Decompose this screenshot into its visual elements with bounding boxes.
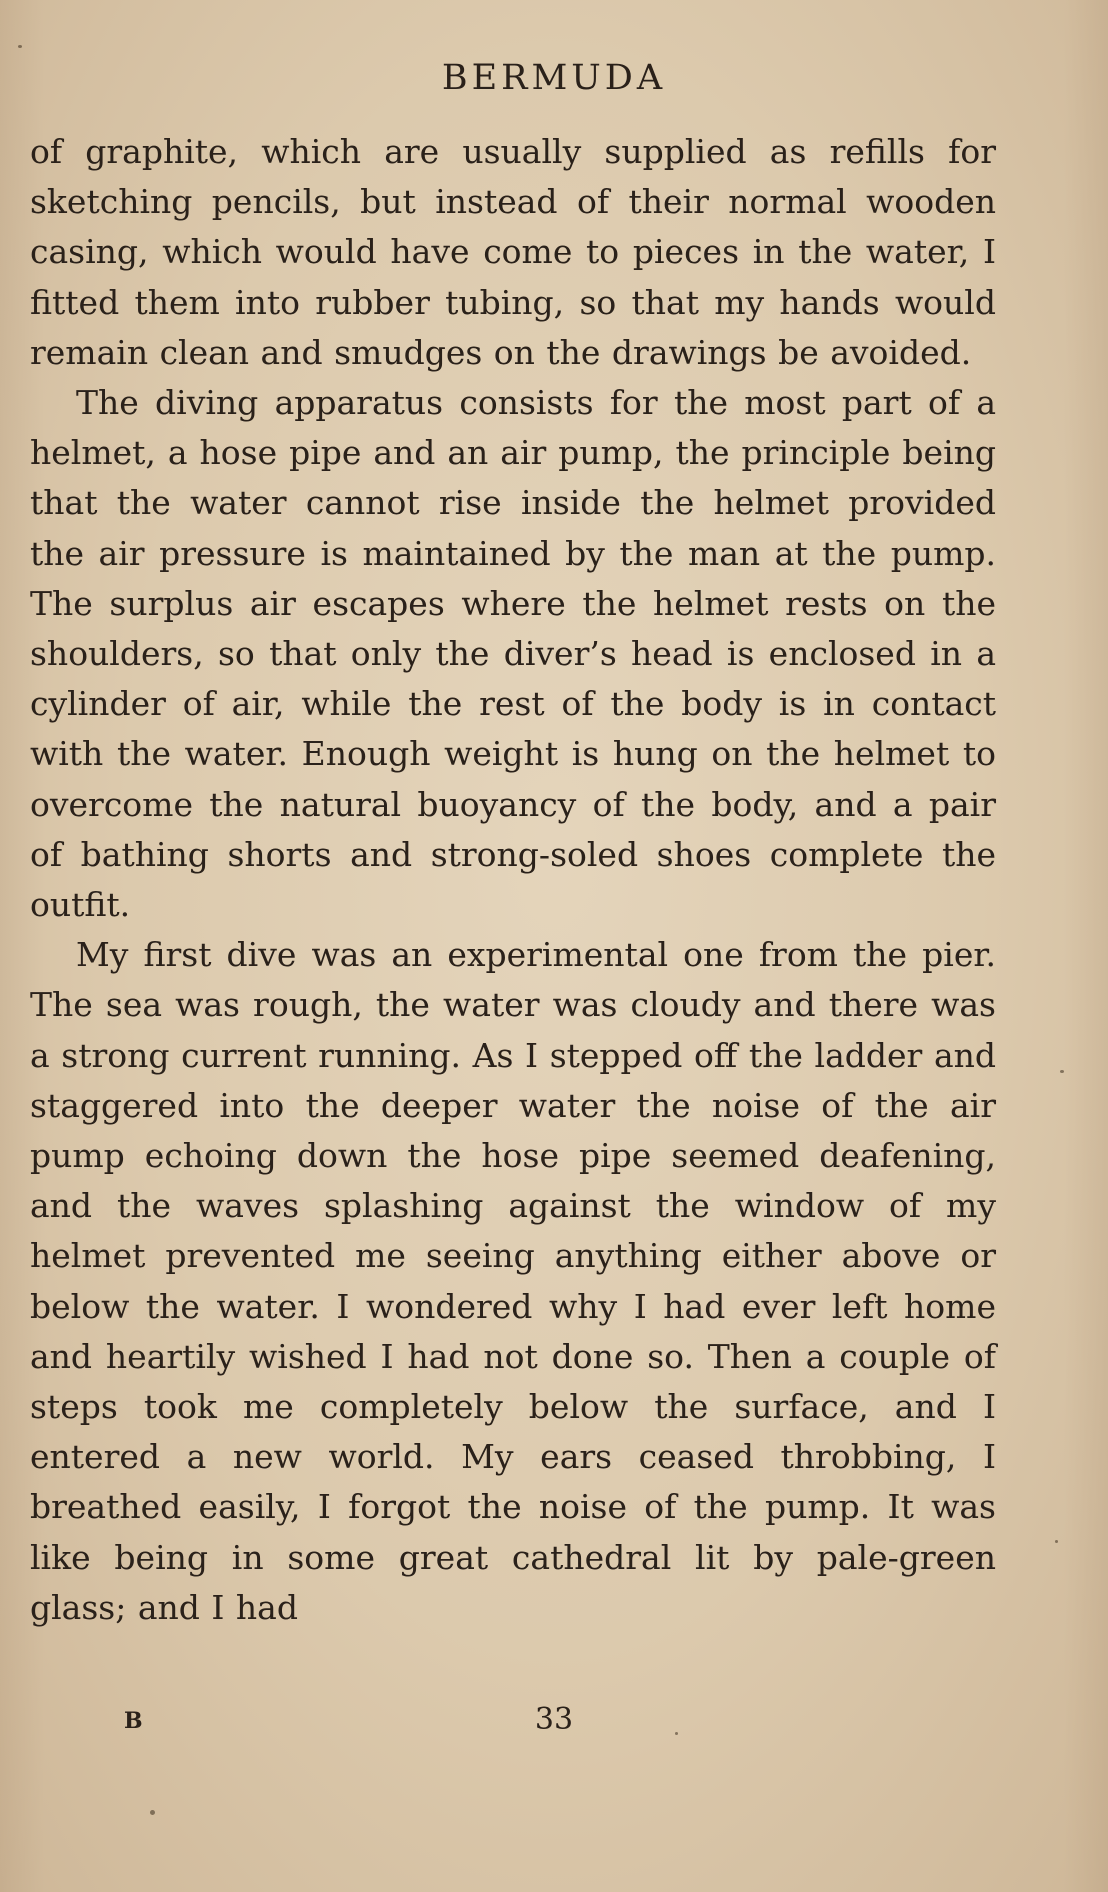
- page-number: 33: [534, 1702, 574, 1737]
- body-text: [30, 127, 996, 1633]
- paragraph-1: of graphite, which are usually supplied as refills for sketching pencils, but instead of their normal wooden casing, which would have come to pieces in the water, I fitted them into rubber tubing, so that my hands would remain clean and smudges on the drawings be avoided.: [30, 132, 996, 372]
- paper-speck: [1055, 1540, 1058, 1543]
- running-head: BERMUDA: [441, 58, 667, 98]
- paragraph-2: The diving apparatus consists for the most part of a helmet, a hose pipe and an air pump, the principle being that the water cannot rise inside the helmet provided the air pressure is maintained by the man at the pump. The surplus air escapes where the helmet rests on the shoulders, so that only the diver’s head is enclosed in a cylinder of air, while the rest of the body is in contact with the water. Enough weight is hung on the helmet to overcome the natural buoyancy of the body, and a pair of bathing shorts and strong-soled shoes complete the outfit.: [30, 383, 996, 925]
- signature-mark: B: [124, 1708, 143, 1734]
- paragraph-3: My first dive was an experimental one from the pier. The sea was rough, the water was cloudy and there was a strong current running. As I stepped off the ladder and staggered into the deeper water the noise of the air pump echoing down the hose pipe seemed deafening, and the waves splashing against the window of my helmet prevented me seeing anything either above or below the water. I wondered why I had ever left home and heartily wished I had not done so. Then a couple of steps took me completely below the surface, and I entered a new world. My ears ceased throbbing, I breathed easily, I forgot the noise of the pump. It was like being in some great cathedral lit by pale-green glass; and I had: [30, 935, 996, 1627]
- page-footer: [0, 1700, 1108, 1750]
- paper-speck: [675, 1732, 678, 1735]
- paper-speck: [18, 45, 22, 48]
- paper-speck: [150, 1810, 155, 1815]
- paper-speck: [1060, 1070, 1064, 1073]
